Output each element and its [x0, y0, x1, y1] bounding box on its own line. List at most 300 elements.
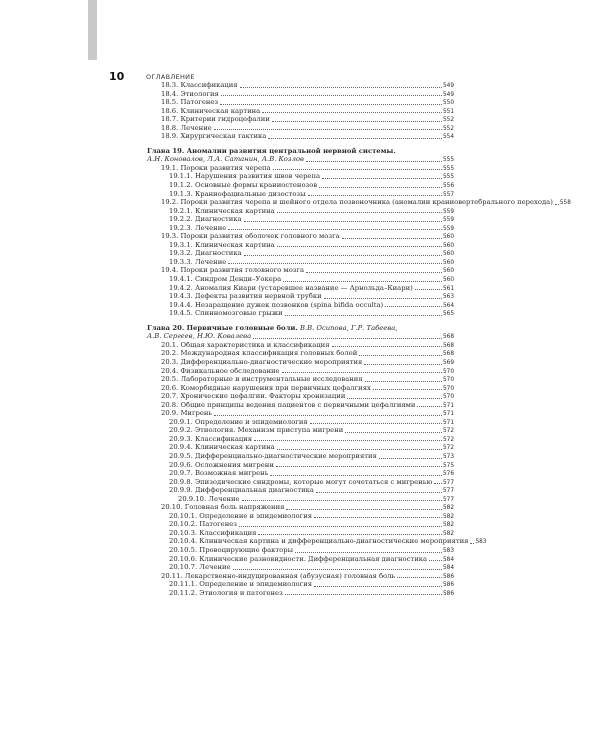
- toc-entry-text: Лечение: [199, 563, 231, 572]
- toc-entry[interactable]: [147, 384, 454, 393]
- toc-entry-page: 572: [443, 443, 454, 452]
- toc-entry[interactable]: [147, 309, 454, 318]
- toc-entry[interactable]: [147, 292, 454, 301]
- leader-dots: [244, 220, 442, 222]
- toc-entry-text: Определение и эпидемиология: [199, 580, 313, 589]
- toc-entry-title: [169, 520, 237, 529]
- leader-dots: [228, 228, 442, 230]
- toc-entry-number: 20.9.1.: [169, 417, 193, 426]
- toc-entry-number: 20.9.4.: [169, 443, 193, 452]
- toc-entry-page: 586: [443, 588, 454, 597]
- toc-entry-number: 20.9.9.: [169, 486, 193, 495]
- toc-entry-title: [169, 512, 312, 521]
- toc-entry[interactable]: [147, 461, 454, 470]
- toc-entry-page: 570: [443, 366, 454, 375]
- toc-entry-title: [169, 461, 274, 470]
- toc-entry-title: [169, 292, 322, 301]
- toc-entry-number: 19.1.2.: [169, 181, 193, 190]
- page-number: 10: [109, 70, 125, 83]
- toc-entry-title: [161, 341, 330, 350]
- toc-entry-title: [169, 190, 306, 199]
- toc-entry[interactable]: [147, 486, 454, 495]
- toc-entry-title: [161, 401, 415, 410]
- toc-entry[interactable]: [147, 546, 454, 555]
- toc-entry[interactable]: [147, 375, 454, 384]
- chapter-20-heading[interactable]: [147, 324, 454, 333]
- toc-entry[interactable]: [147, 181, 454, 190]
- toc-entry[interactable]: [147, 469, 454, 478]
- leader-dots: [273, 168, 442, 170]
- toc-entry-title: [169, 452, 377, 461]
- toc-entry-page: 555: [443, 163, 454, 172]
- toc-entry-text: Лечение: [194, 257, 227, 266]
- chapter-20-authors-2: А.В. Сергеев, Н.Ю. Ковалева: [147, 332, 252, 341]
- toc-entry[interactable]: [147, 258, 454, 267]
- toc-entry[interactable]: [147, 284, 454, 293]
- leader-dots: [470, 542, 474, 544]
- toc-entry[interactable]: [147, 124, 454, 133]
- toc-entry-page: 560: [443, 249, 454, 258]
- toc-entry-page: 577: [443, 477, 454, 486]
- leader-dots: [277, 448, 442, 450]
- toc-entry-page: 559: [443, 206, 454, 215]
- toc-entry-title: [169, 301, 383, 310]
- toc-entry-number: 19.3.2.: [169, 249, 193, 258]
- chapter-19-entries: [147, 163, 571, 318]
- leader-dots: [283, 280, 442, 282]
- toc-entry[interactable]: [147, 207, 454, 216]
- toc-entry-page: 560: [443, 275, 454, 284]
- leader-dots: [220, 103, 442, 105]
- toc-entry-title: [169, 435, 252, 444]
- chapter-19-heading[interactable]: [147, 147, 454, 156]
- toc-entry-title: [169, 215, 242, 224]
- toc-entry-number: 20.11.2.: [169, 588, 198, 597]
- toc-entry-page: 572: [443, 426, 454, 435]
- toc-entry-page: 577: [443, 494, 454, 503]
- toc-entry-text: Международная классификация головных болей: [180, 349, 358, 358]
- toc-entry-number: 20.10.1.: [169, 511, 198, 520]
- toc-entry-number: 20.1.: [161, 340, 179, 349]
- toc-entry-number: 20.10.5.: [169, 545, 198, 554]
- toc-entry-page: 583: [475, 537, 487, 546]
- toc-entry-page: 577: [443, 486, 454, 495]
- toc-entry[interactable]: [147, 249, 454, 258]
- toc-entry[interactable]: [147, 107, 454, 116]
- leader-dots: [214, 128, 442, 130]
- toc-entry-page: 559: [443, 215, 454, 224]
- toc-entry-page: 565: [443, 309, 454, 318]
- toc-entry[interactable]: [147, 172, 454, 181]
- chapter-20-authors-row: [147, 332, 454, 341]
- toc-entry-number: 20.9.8.: [169, 477, 193, 486]
- toc-entry-text: Клиническая картина: [194, 443, 275, 452]
- toc-entry-text: Дефекты развития нервной трубки: [194, 292, 322, 301]
- toc-entry-title: [169, 478, 432, 487]
- toc-entry[interactable]: [147, 266, 454, 275]
- toc-entry-page: 584: [443, 554, 454, 563]
- leader-dots: [240, 86, 442, 88]
- leader-dots: [314, 585, 442, 587]
- toc-entry-page: 575: [443, 460, 454, 469]
- toc-entry-number: 20.9.: [161, 409, 179, 418]
- toc-entry-title: [169, 284, 413, 293]
- toc-entry-page: 559: [443, 223, 454, 232]
- leader-dots: [239, 525, 442, 527]
- toc-entry-text: Определение и эпидемиология: [199, 511, 313, 520]
- toc-entry-title: [161, 107, 260, 116]
- toc-entry-text: Лечение: [208, 494, 240, 503]
- leader-dots: [254, 439, 442, 441]
- toc-entry-number: 20.9.10.: [178, 494, 207, 503]
- toc-entry-title: [169, 537, 468, 546]
- toc-entry[interactable]: [147, 503, 454, 512]
- toc-entry-number: 20.7.: [161, 392, 179, 401]
- toc-entry-number: 20.11.: [161, 571, 183, 580]
- toc-entry[interactable]: [147, 418, 454, 427]
- toc-entry[interactable]: [147, 589, 454, 598]
- toc-entry-number: 20.9.3.: [169, 434, 193, 443]
- toc-entry-number: 20.10.4.: [169, 537, 198, 546]
- toc-entry-text: Нарушения развития швов черепа: [194, 172, 321, 181]
- toc-entry[interactable]: [147, 443, 454, 452]
- leader-dots: [397, 576, 442, 578]
- toc-entry-title: [161, 232, 340, 241]
- toc-entry-title: [161, 81, 238, 90]
- leader-dots: [415, 288, 442, 290]
- leader-dots: [316, 491, 442, 493]
- toc-entry-text: Определение и эпидемиология: [194, 417, 308, 426]
- toc-entry-text: Провоцирующие факторы: [199, 545, 294, 554]
- leader-dots: [314, 516, 442, 518]
- leader-dots: [379, 457, 442, 459]
- toc-entry-title: [169, 529, 256, 538]
- toc-entry-text: Клиническая картина и дифференциально-диагностические мероприятия: [199, 537, 469, 546]
- toc-entry[interactable]: [147, 529, 454, 538]
- toc-entry-number: 19.2.3.: [169, 223, 193, 232]
- toc-entry-title: [169, 469, 268, 478]
- toc-entry-text: Патогенез: [180, 98, 219, 107]
- leader-dots: [242, 499, 442, 501]
- toc-entry[interactable]: [147, 555, 454, 564]
- toc-entry-page: 552: [443, 115, 454, 124]
- chapter-20-entries: [147, 340, 487, 597]
- toc-entry-number: 20.11.1.: [169, 580, 198, 589]
- chapter-20-page: 568: [443, 332, 454, 341]
- toc-entry-number: 20.2.: [161, 349, 179, 358]
- toc-entry-page: 571: [443, 417, 454, 426]
- toc-entry-number: 18.5.: [161, 98, 179, 107]
- toc-entry-text: Дифференциально-диагностические мероприятия: [194, 451, 377, 460]
- toc-entry[interactable]: [147, 341, 454, 350]
- toc-entry-title: [178, 495, 240, 504]
- toc-entry-text: Незаращение дужек позвонков (spina bifida occulta): [194, 300, 384, 309]
- toc-entry[interactable]: [147, 495, 454, 504]
- toc-entry-title: [169, 207, 275, 216]
- toc-entry-number: 18.6.: [161, 106, 179, 115]
- toc-entry-text: Критерии гидроцефалии: [180, 115, 270, 124]
- toc-entry[interactable]: [147, 512, 454, 521]
- toc-entry[interactable]: [147, 478, 454, 487]
- toc-entry-text: Синдром Денди–Уокера: [194, 275, 282, 284]
- toc-entry-page: 556: [443, 181, 454, 190]
- toc-entry[interactable]: [147, 301, 454, 310]
- toc-entry-title: [169, 241, 275, 250]
- toc-entry-title: [169, 224, 226, 233]
- chapter-20-authors-1: В.В. Осипова, Г.Р. Табеева,: [299, 323, 398, 332]
- toc-entry-number: 20.9.2.: [169, 426, 193, 435]
- toc-entry-page: 571: [443, 400, 454, 409]
- toc-entry-text: Этиология и патогенез: [199, 588, 283, 597]
- toc-entry[interactable]: [147, 98, 454, 107]
- toc-entry-title: [161, 164, 271, 173]
- toc-entry-page: 586: [443, 580, 454, 589]
- toc-entry-page: 582: [443, 511, 454, 520]
- toc-entry-title: [169, 418, 308, 427]
- toc-entry-page: 560: [443, 266, 454, 275]
- toc-entry-number: 19.1.: [161, 163, 179, 172]
- toc-entry-title: [169, 486, 314, 495]
- leader-dots: [359, 354, 442, 356]
- toc-entry[interactable]: [147, 563, 454, 572]
- leader-dots: [364, 363, 442, 365]
- toc-entry-page: 582: [443, 520, 454, 529]
- leader-dots: [555, 203, 559, 205]
- toc-entry-title: [169, 181, 317, 190]
- toc-entry-text: Классификация: [199, 528, 257, 537]
- leader-dots: [345, 431, 442, 433]
- leader-dots: [214, 414, 442, 416]
- toc-entry-title: [169, 555, 427, 564]
- toc-entry[interactable]: [147, 164, 454, 173]
- toc-entry-title: [169, 546, 293, 555]
- toc-entry-text: Аномалия Киари (устаревшее название — Арнольда–Киари): [194, 283, 413, 292]
- toc-entry-number: 20.8.: [161, 400, 179, 409]
- leader-dots: [277, 245, 442, 247]
- toc-entry[interactable]: [147, 572, 454, 581]
- toc-entry[interactable]: [147, 409, 454, 418]
- toc-entry-title: [161, 358, 362, 367]
- toc-entry-text: Мигрень: [180, 409, 213, 418]
- toc-entry-title: [161, 124, 212, 133]
- toc-entry[interactable]: [147, 520, 454, 529]
- toc-entry-title: [169, 589, 283, 598]
- toc-entry-text: Эпизодические синдромы, которые могут сочетаться с мигренью: [194, 477, 433, 486]
- toc-entry[interactable]: [147, 367, 454, 376]
- toc-entry-title: [169, 249, 242, 258]
- toc-entry[interactable]: [147, 90, 454, 99]
- toc-entry-number: 20.9.5.: [169, 451, 193, 460]
- leader-dots: [285, 314, 442, 316]
- toc-entry[interactable]: [147, 435, 454, 444]
- toc-entry-title: [169, 443, 275, 452]
- leader-dots: [277, 211, 442, 213]
- leader-dots: [295, 551, 442, 553]
- toc-entry-text: Основные формы краниостенозов: [194, 181, 318, 190]
- toc-entry-page: 576: [443, 469, 454, 478]
- toc-entry-number: 20.6.: [161, 383, 179, 392]
- toc-entry-number: 20.10.7.: [169, 563, 198, 572]
- toc-entry-text: Клиническая картина: [194, 240, 275, 249]
- book-spine-edge: [88, 0, 97, 60]
- toc-entry-page: 554: [443, 132, 454, 141]
- toc-entry[interactable]: [147, 358, 454, 367]
- toc-entry-text: Хирургическая тактика: [180, 132, 267, 141]
- toc-entry-number: 19.1.3.: [169, 189, 193, 198]
- chapter-19-title: Глава 19. Аномалии развития центральной нервной системы.: [147, 146, 396, 155]
- toc-entry-page: 564: [443, 300, 454, 309]
- toc-entry-text: Физикальное обследование: [180, 366, 280, 375]
- toc-entry-text: Диагностика: [194, 249, 242, 258]
- toc-entry-page: 568: [443, 340, 454, 349]
- toc-entry[interactable]: [147, 81, 454, 90]
- chapter-20-title: Глава 20. Первичные головные боли.: [147, 323, 298, 332]
- toc-entry-page: 563: [443, 292, 454, 301]
- toc-entry-page: 570: [443, 375, 454, 384]
- toc-entry-text: Пороки развития черепа и шейного отдела позвоночника (аномалии краниовертебрального перехода): [180, 198, 553, 207]
- toc-entry-text: Лекарственно-индуцированная (абузусная) головная боль: [184, 571, 396, 580]
- toc-entry[interactable]: [147, 115, 454, 124]
- toc-entry-page: 570: [443, 392, 454, 401]
- toc-entry-page: 570: [443, 383, 454, 392]
- leader-dots: [268, 137, 442, 139]
- leader-dots: [429, 559, 442, 561]
- leader-dots: [270, 474, 442, 476]
- toc-entry-title: [161, 367, 280, 376]
- toc-entry-page: 551: [443, 106, 454, 115]
- toc-entry-number: 19.2.2.: [169, 215, 193, 224]
- toc-entry[interactable]: [147, 392, 454, 401]
- toc-entry[interactable]: [147, 241, 454, 250]
- leader-dots: [276, 465, 442, 467]
- leader-dots: [282, 371, 442, 373]
- leader-dots: [434, 482, 442, 484]
- toc-entry-page: 549: [443, 81, 454, 89]
- toc-entry-page: 582: [443, 503, 454, 512]
- leader-dots: [332, 345, 443, 347]
- toc-entry-number: 19.2.1.: [169, 206, 193, 215]
- toc-entry-page: 583: [443, 545, 454, 554]
- toc-entry[interactable]: [147, 452, 454, 461]
- toc-entry-text: Дифференциально-диагностические мероприятия: [180, 357, 363, 366]
- toc-entry-text: Этиология. Механизм приступа мигрени: [194, 426, 344, 435]
- chapter-18-tail: [147, 81, 454, 141]
- chapter-19-page: 555: [443, 155, 454, 164]
- toc-entry[interactable]: [147, 232, 454, 241]
- toc-entry-text: Диагностика: [194, 215, 242, 224]
- leader-dots: [308, 194, 442, 196]
- toc-entry[interactable]: [147, 580, 454, 589]
- leader-dots: [306, 271, 442, 273]
- toc-entry[interactable]: [147, 537, 487, 546]
- toc-entry-title: [161, 384, 371, 393]
- toc-entry-page: 561: [443, 283, 454, 292]
- toc-entry-text: Клинические разновидности. Дифференциальная диагностика: [199, 554, 428, 563]
- toc-entry[interactable]: [147, 401, 454, 410]
- toc-entry-title: [161, 98, 218, 107]
- toc-entry-title: [169, 426, 343, 435]
- toc-entry-title: [161, 90, 219, 99]
- toc-entry-text: Этиология: [180, 89, 219, 98]
- toc-entry-text: Спинномозговые грыжи: [194, 309, 283, 318]
- leader-dots: [365, 380, 442, 382]
- toc-entry[interactable]: [147, 426, 454, 435]
- toc-entry-page: 568: [443, 349, 454, 358]
- leader-dots: [258, 533, 442, 535]
- toc-entry-number: 18.9.: [161, 132, 179, 141]
- toc-entry-number: 20.5.: [161, 375, 179, 384]
- toc-entry-number: 19.3.3.: [169, 257, 193, 266]
- leader-dots: [319, 186, 442, 188]
- toc-entry-title: [161, 198, 553, 207]
- running-head: ОГЛАВЛЕНИЕ: [146, 73, 195, 81]
- toc-entry-title: [161, 115, 270, 124]
- leader-dots: [233, 568, 442, 570]
- toc-entry-number: 19.4.3.: [169, 292, 193, 301]
- toc-entry[interactable]: [147, 349, 454, 358]
- leader-dots: [286, 508, 442, 510]
- toc-entry-number: 18.4.: [161, 89, 179, 98]
- toc-entry-number: 20.10.2.: [169, 520, 198, 529]
- toc-entry-text: Лабораторные и инструментальные исследования: [180, 375, 363, 384]
- toc-entry-text: Патогенез: [199, 520, 237, 529]
- leader-dots: [417, 405, 442, 407]
- toc-entry-text: Лечение: [180, 123, 212, 132]
- toc-entry-page: 549: [443, 89, 454, 98]
- toc-entry-page: 571: [443, 409, 454, 418]
- toc-entry-number: 19.4.4.: [169, 300, 193, 309]
- toc-entry-text: Общие принципы ведения пациентов с первичными цефалгиями: [180, 400, 416, 409]
- toc-entry-number: 20.9.6.: [169, 460, 193, 469]
- toc-entry-text: Классификация: [194, 434, 253, 443]
- toc-entry-text: Пороки развития оболочек головного мозга: [180, 232, 340, 241]
- toc-entry-number: 20.3.: [161, 357, 179, 366]
- toc-entry[interactable]: [147, 132, 454, 141]
- toc-entry-text: Головная боль напряжения: [184, 503, 285, 512]
- toc-entry-number: 19.1.1.: [169, 172, 193, 181]
- toc-entry[interactable]: [147, 190, 454, 199]
- toc-entry-page: 550: [443, 98, 454, 107]
- toc-entry-title: [161, 392, 345, 401]
- toc-entry[interactable]: [147, 275, 454, 284]
- chapter-19-authors-row: [147, 155, 454, 164]
- leader-dots: [385, 305, 442, 307]
- toc-entry[interactable]: [147, 215, 454, 224]
- toc-entry-title: [161, 349, 357, 358]
- toc-entry-number: 19.4.2.: [169, 283, 193, 292]
- toc-entry-text: Клиническая картина: [180, 106, 261, 115]
- toc-entry-text: Пороки развития черепа: [180, 163, 271, 172]
- toc-entry-number: 18.3.: [161, 81, 179, 89]
- leader-dots: [244, 254, 442, 256]
- toc-entry-number: 18.8.: [161, 123, 179, 132]
- toc-entry[interactable]: [147, 198, 571, 207]
- toc-entry-number: 19.3.1.: [169, 240, 193, 249]
- toc-entry-page: 558: [559, 198, 571, 207]
- toc-entry[interactable]: [147, 224, 454, 233]
- toc-entry-number: 20.10.3.: [169, 528, 198, 537]
- toc-entry-page: 584: [443, 563, 454, 572]
- toc-entry-title: [169, 563, 231, 572]
- toc-entry-title: [169, 580, 312, 589]
- toc-entry-text: Осложнения мигрени: [194, 460, 274, 469]
- toc-entry-text: Дифференциальная диагностика: [194, 486, 314, 495]
- toc-entry-text: Коморбидные нарушения при первичных цефалгиях: [180, 383, 371, 392]
- leader-dots: [221, 94, 442, 96]
- toc-entry-page: 555: [443, 172, 454, 181]
- toc-entry-title: [161, 132, 266, 141]
- toc-entry-title: [161, 375, 363, 384]
